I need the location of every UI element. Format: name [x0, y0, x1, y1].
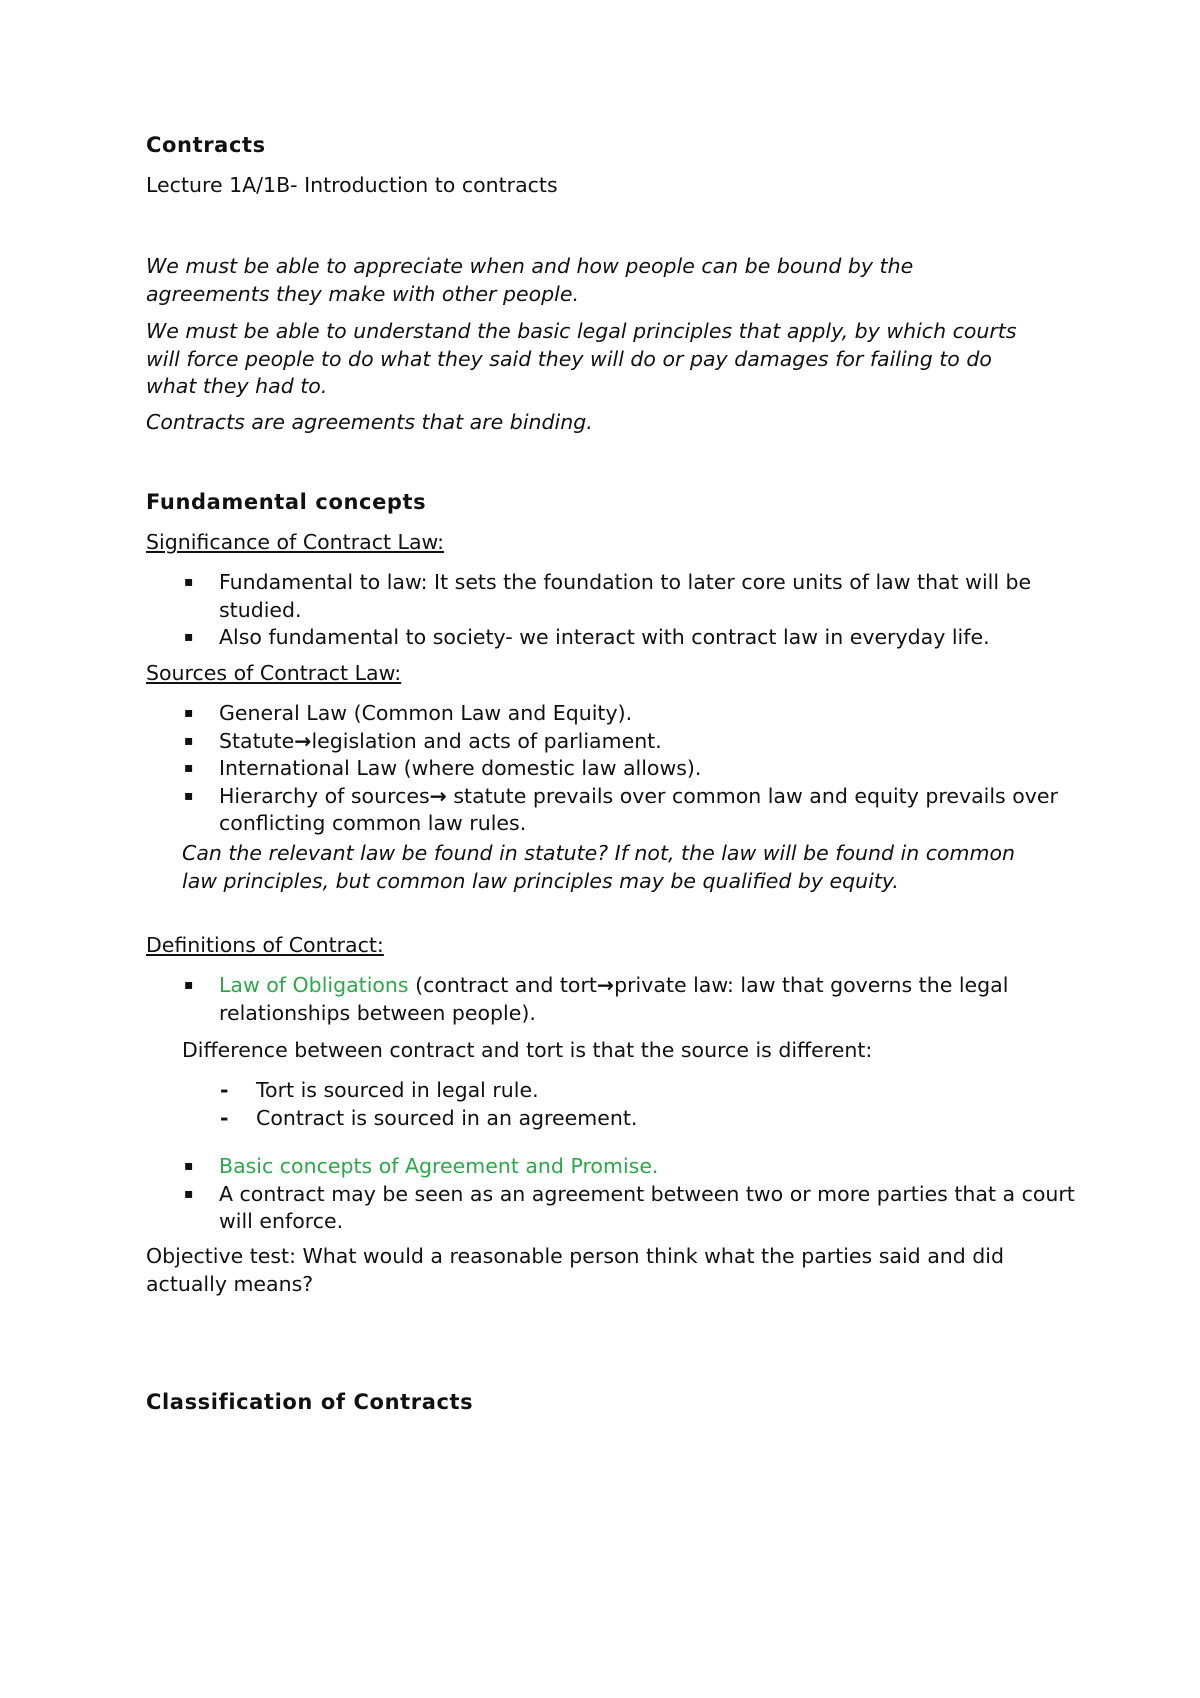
- list-item-text: General Law (Common Law and Equity).: [219, 701, 633, 725]
- list-item-text: Also fundamental to society- we interact with contract law in everyday life.: [219, 625, 990, 649]
- intro-paragraph-2: We must be able to understand the basic legal principles that apply, by which courts will force people to do what they said they will do or pay damages for failing to do what they had to.: [146, 319, 1017, 398]
- list-item-text: A contract may be seen as an agreement between two or more parties that a court will enforce.: [219, 1181, 1075, 1233]
- bullet-icon: ▪: [184, 977, 194, 993]
- arrow-icon: →: [294, 728, 312, 753]
- section-heading-classification: Classification of Contracts: [146, 1390, 474, 1414]
- list-item-text: Tort is sourced in legal rule.: [256, 1078, 539, 1102]
- list-item-text: Contract is sourced in an agreement.: [256, 1105, 638, 1130]
- list-item-text: Statute: [219, 728, 295, 753]
- list-item: [146, 755, 1076, 783]
- document-page: [146, 0, 1076, 1698]
- significance-list: [146, 569, 1076, 652]
- list-item-text: (contract and tort: [408, 973, 597, 997]
- sources-note: Can the relevant law be found in statute? If not, the law will be found in common law principles, but common law principles may be qualified by equity.: [182, 841, 1016, 893]
- section-heading-fundamental-concepts: Fundamental concepts: [146, 490, 427, 514]
- intro-paragraph-1: We must be able to appreciate when and how people can be bound by the agreements they make with other people.: [146, 254, 914, 306]
- list-item-text: private law: law that governs the legal relationships between people).: [219, 973, 1009, 1025]
- list-item: [146, 728, 1076, 756]
- bullet-icon: ▪: [184, 1158, 194, 1174]
- definitions-label: Definitions of Contract:: [146, 933, 384, 957]
- sources-label: Sources of Contract Law:: [146, 661, 402, 685]
- document-subtitle: Lecture 1A/1B- Introduction to contracts: [146, 173, 558, 197]
- list-item-text: statute prevails over common law and equity prevails over conflicting common law rules.: [219, 783, 1058, 835]
- list-item-text: Hierarchy of sources: [219, 783, 430, 808]
- list-item: [146, 1153, 1076, 1181]
- list-item: [146, 972, 1076, 1027]
- bullet-icon: ▪: [184, 1185, 194, 1202]
- list-item: [146, 700, 1076, 728]
- list-item: [146, 569, 1076, 624]
- list-item: [146, 783, 1076, 838]
- bullet-icon: ▪: [184, 574, 194, 590]
- bullet-icon: ▪: [184, 732, 194, 749]
- list-item: [146, 1181, 1076, 1236]
- list-item: [146, 1105, 1076, 1133]
- definitions-list: [146, 972, 1076, 1027]
- dash-icon: -: [220, 1105, 229, 1130]
- significance-label: Significance of Contract Law:: [146, 530, 445, 554]
- basic-concepts-highlight: Basic concepts of Agreement and Promise.: [219, 1154, 659, 1178]
- arrow-icon: →: [596, 973, 615, 997]
- bullet-icon: ▪: [184, 787, 194, 804]
- bullet-icon: ▪: [184, 629, 194, 645]
- arrow-icon: →: [429, 783, 447, 808]
- agreement-list: [146, 1153, 1076, 1236]
- difference-paragraph: Difference between contract and tort is that the source is different:: [182, 1038, 873, 1062]
- law-of-obligations-highlight: Law of Obligations: [219, 973, 409, 997]
- dash-icon: -: [220, 1078, 229, 1102]
- difference-list: [146, 1077, 1076, 1132]
- intro-paragraph-3: Contracts are agreements that are binding.: [146, 410, 593, 434]
- list-item: [146, 1077, 1076, 1105]
- list-item-text: International Law (where domestic law allows).: [219, 756, 702, 780]
- sources-list: [146, 700, 1076, 838]
- list-item-text: Fundamental to law: It sets the foundation to later core units of law that will be studied.: [219, 570, 1032, 622]
- bullet-icon: ▪: [184, 705, 194, 721]
- objective-test-paragraph: Objective test: What would a reasonable person think what the parties said and did actually means?: [146, 1244, 1005, 1296]
- list-item: [146, 624, 1076, 652]
- list-item-text: legislation and acts of parliament.: [311, 728, 662, 753]
- document-title: Contracts: [146, 133, 266, 157]
- bullet-icon: ▪: [184, 760, 194, 776]
